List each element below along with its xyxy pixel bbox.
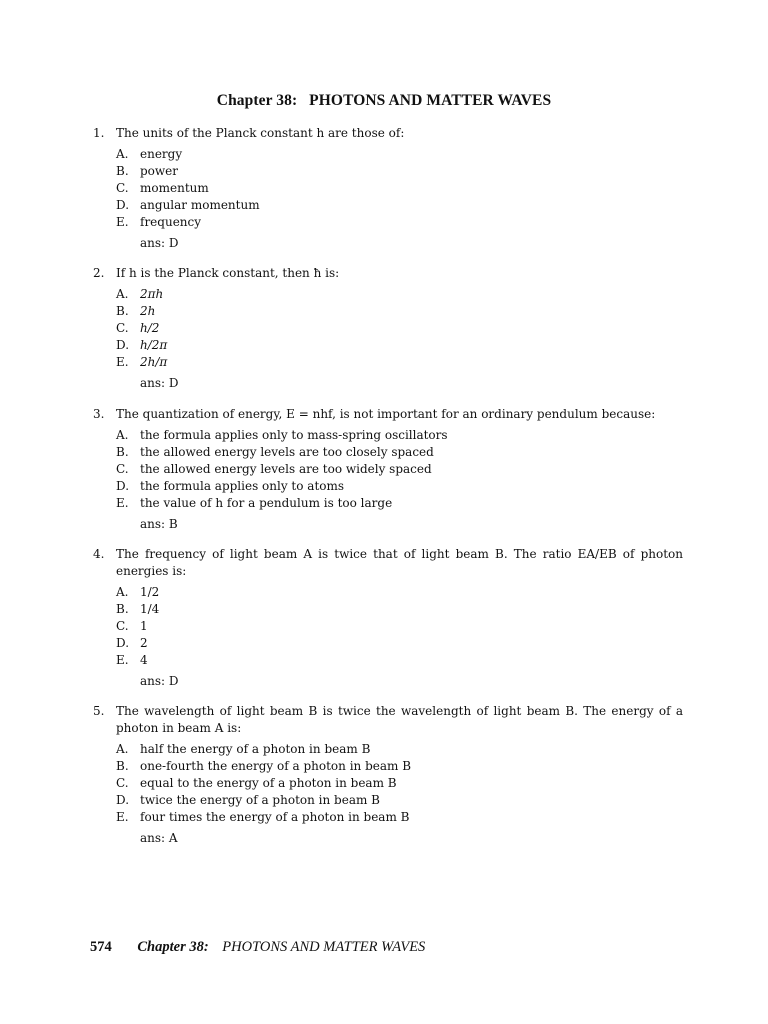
option-item <box>116 286 683 303</box>
question-number: 3. <box>93 407 105 421</box>
answer: ans: D <box>140 376 179 390</box>
option-letter: E. <box>116 496 129 510</box>
option-list <box>116 741 683 826</box>
option-item <box>116 444 683 461</box>
page-number: 574 <box>90 939 112 955</box>
option-text: 2h <box>140 304 156 318</box>
question-stem: The quantization of energy, E = nhf, is not important for an ordinary pendulum because: <box>116 407 656 421</box>
question-number: 1. <box>93 126 105 140</box>
option-letter: B. <box>116 304 129 318</box>
question-stem: The units of the Planck constant h are those of: <box>116 126 405 140</box>
option-text: equal to the energy of a photon in beam B <box>140 776 397 790</box>
question-5 <box>93 703 683 847</box>
option-text: h/2 <box>140 321 160 335</box>
option-letter: D. <box>116 479 130 493</box>
question-stem: If h is the Planck constant, then ħ is: <box>116 266 340 280</box>
page-title: Chapter 38: PHOTONS AND MATTER WAVES <box>216 92 552 109</box>
option-text: momentum <box>140 181 209 195</box>
option-list <box>116 286 683 371</box>
option-list <box>116 146 683 231</box>
option-item <box>116 652 683 669</box>
option-list <box>116 584 683 669</box>
option-letter: B. <box>116 759 129 773</box>
option-text: 1 <box>140 619 148 633</box>
option-text: four times the energy of a photon in beam B <box>140 810 410 824</box>
answer: ans: D <box>140 236 179 250</box>
question-3 <box>93 406 683 533</box>
answer: ans: B <box>140 517 178 531</box>
option-item <box>116 337 683 354</box>
option-text: 2 <box>140 636 148 650</box>
option-item <box>116 180 683 197</box>
option-letter: E. <box>116 215 129 229</box>
option-letter: C. <box>116 181 129 195</box>
option-letter: A. <box>116 585 129 599</box>
option-text: the allowed energy levels are too closely spaced <box>140 445 434 459</box>
option-list <box>116 427 683 512</box>
option-letter: B. <box>116 602 129 616</box>
page-footer <box>90 939 425 956</box>
option-item <box>116 214 683 231</box>
option-letter: D. <box>116 793 130 807</box>
option-letter: A. <box>116 742 129 756</box>
option-letter: C. <box>116 776 129 790</box>
option-item <box>116 163 683 180</box>
option-text: twice the energy of a photon in beam B <box>140 793 380 807</box>
option-letter: B. <box>116 164 129 178</box>
option-text: angular momentum <box>140 198 260 212</box>
option-text: the value of h for a pendulum is too large <box>140 496 393 510</box>
option-item <box>116 478 683 495</box>
question-number: 2. <box>93 266 105 280</box>
answer: ans: A <box>140 831 178 845</box>
option-item <box>116 584 683 601</box>
option-letter: E. <box>116 810 129 824</box>
option-letter: D. <box>116 198 130 212</box>
option-item <box>116 809 683 826</box>
option-item <box>116 618 683 635</box>
option-item <box>116 495 683 512</box>
question-number: 5. <box>93 704 105 718</box>
option-text: 1/2 <box>140 585 160 599</box>
option-letter: E. <box>116 653 129 667</box>
option-letter: A. <box>116 147 129 161</box>
option-item <box>116 741 683 758</box>
option-text: one-fourth the energy of a photon in beam B <box>140 759 412 773</box>
option-item <box>116 354 683 371</box>
question-stem: The frequency of light beam A is twice that of light beam B. The ratio EA/EB of photon energies is: <box>116 547 683 578</box>
option-text: 2πh <box>140 287 164 301</box>
answer: ans: D <box>140 674 179 688</box>
option-text: power <box>140 164 179 178</box>
option-text: frequency <box>140 215 202 229</box>
question-4 <box>93 546 683 690</box>
option-letter: D. <box>116 338 130 352</box>
option-letter: B. <box>116 445 129 459</box>
option-text: 2h/π <box>140 355 168 369</box>
option-text: the formula applies only to atoms <box>140 479 345 493</box>
option-text: 4 <box>140 653 148 667</box>
question-number: 4. <box>93 547 105 561</box>
option-item <box>116 758 683 775</box>
option-item <box>116 197 683 214</box>
option-letter: D. <box>116 636 130 650</box>
option-item <box>116 146 683 163</box>
footer-chapter: Chapter 38: <box>137 939 209 955</box>
option-text: energy <box>140 147 183 161</box>
option-letter: C. <box>116 321 129 335</box>
option-letter: C. <box>116 619 129 633</box>
question-stem: The wavelength of light beam B is twice the wavelength of light beam B. The energy of a photon in beam A is: <box>116 704 683 735</box>
footer-chapter-title: PHOTONS AND MATTER WAVES <box>222 939 426 955</box>
option-text: h/2π <box>140 338 168 352</box>
option-letter: A. <box>116 428 129 442</box>
option-item <box>116 775 683 792</box>
option-text: the formula applies only to mass-spring oscillators <box>140 428 448 442</box>
option-letter: A. <box>116 287 129 301</box>
option-item <box>116 635 683 652</box>
option-letter: C. <box>116 462 129 476</box>
question-2 <box>93 265 683 392</box>
option-item <box>116 427 683 444</box>
option-text: the allowed energy levels are too widely spaced <box>140 462 432 476</box>
option-item <box>116 320 683 337</box>
question-1 <box>93 125 683 252</box>
option-item <box>116 461 683 478</box>
option-letter: E. <box>116 355 129 369</box>
option-item <box>116 792 683 809</box>
option-item <box>116 601 683 618</box>
option-item <box>116 303 683 320</box>
option-text: 1/4 <box>140 602 160 616</box>
option-text: half the energy of a photon in beam B <box>140 742 371 756</box>
